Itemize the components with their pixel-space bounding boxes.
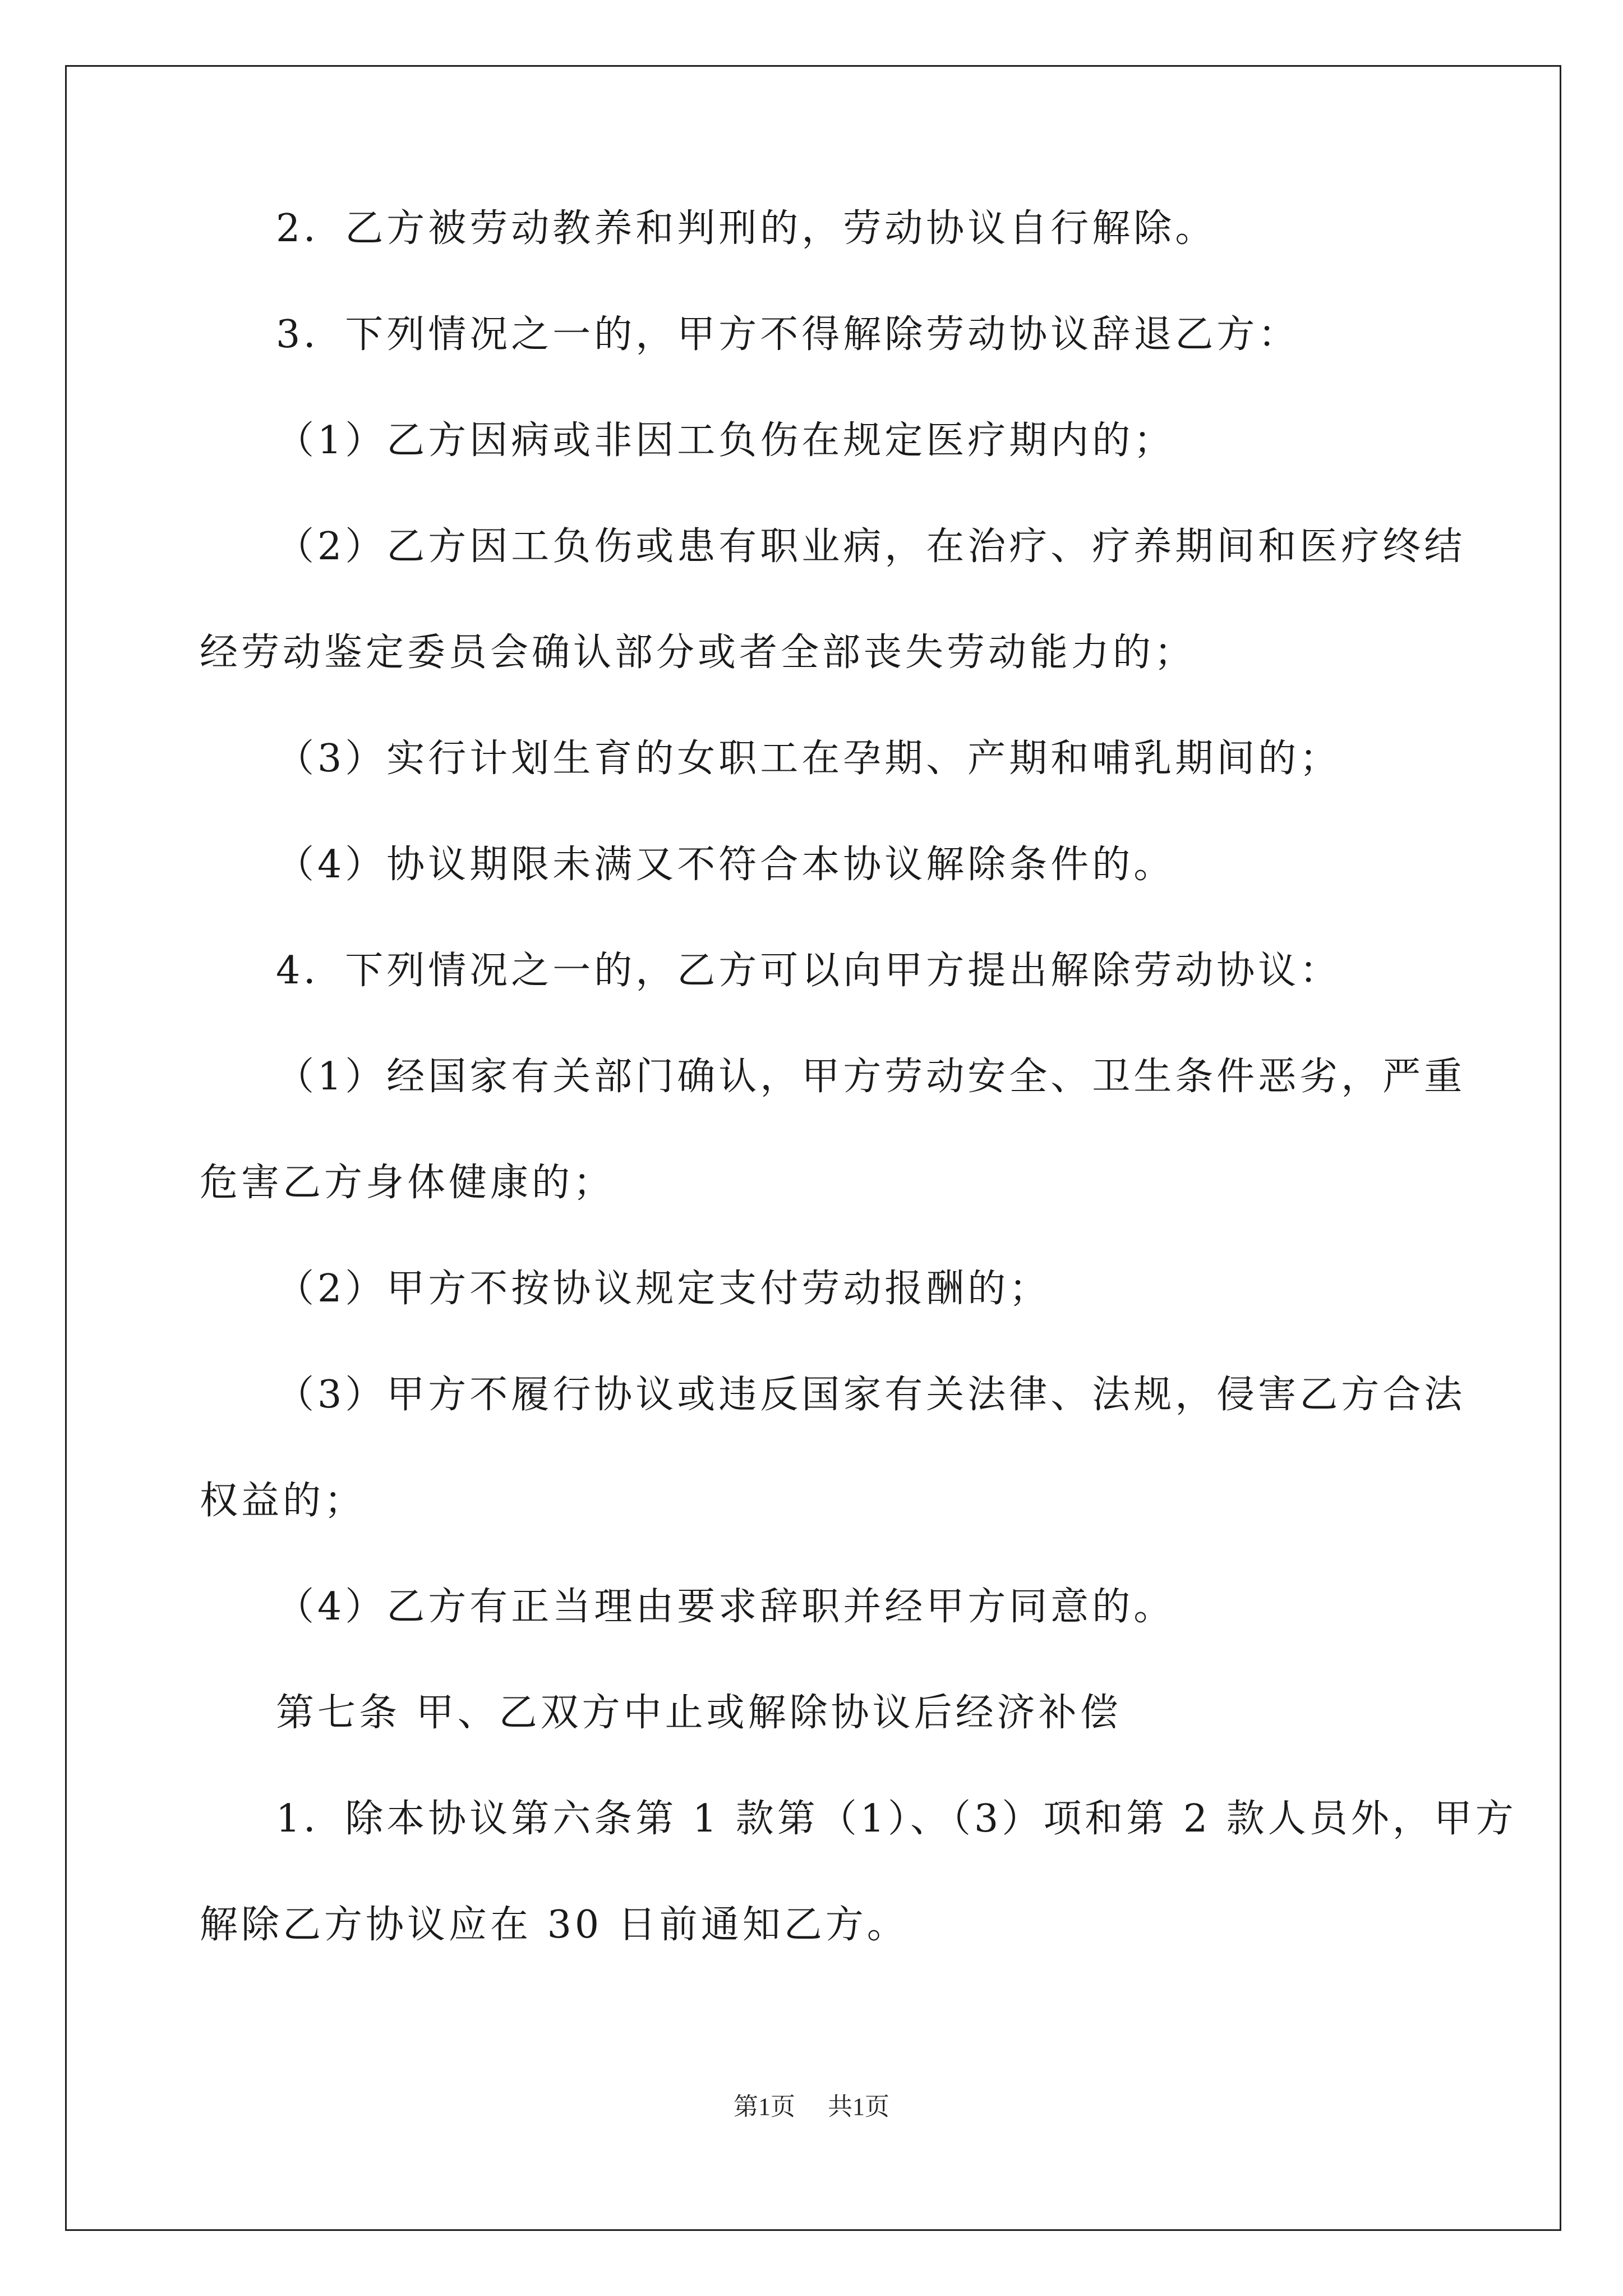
paragraph-line: （1）乙方因病或非因工负伤在规定医疗期内的； [276, 418, 1175, 463]
paragraph-line: 危害乙方身体健康的； [200, 1161, 615, 1205]
paragraph-line: 2．乙方被劳动教养和判刑的，劳动协议自行解除。 [276, 206, 1217, 251]
paragraph-line: 经劳动鉴定委员会确认部分或者全部丧失劳动能力的； [200, 631, 1196, 675]
paragraph-line: 权益的； [200, 1479, 366, 1523]
page-number-current: 第1页 [734, 2093, 795, 2120]
paragraph-line: （2）甲方不按协议规定支付劳动报酬的； [276, 1267, 1051, 1311]
paragraph-line: （4）乙方有正当理由要求辞职并经甲方同意的。 [276, 1585, 1175, 1629]
page-number-total: 共1页 [828, 2093, 889, 2120]
paragraph-line: （4）协议期限未满又不符合本协议解除条件的。 [276, 843, 1175, 887]
page-footer [0, 2090, 1623, 2124]
paragraph-line: 1．除本协议第六条第 1 款第（1）、（3）项和第 2 款人员外，甲方 [276, 1797, 1517, 1841]
paragraph-line: （2）乙方因工负伤或患有职业病，在治疗、疗养期间和医疗终结 [276, 524, 1466, 569]
paragraph-line: 解除乙方协议应在 30 日前通知乙方。 [200, 1903, 909, 1947]
paragraph-line: （3）实行计划生育的女职工在孕期、产期和哺乳期间的； [276, 737, 1341, 781]
paragraph-line: 3．下列情况之一的，甲方不得解除劳动协议辞退乙方： [276, 312, 1300, 357]
document-body [200, 202, 1517, 2004]
paragraph-line: （1）经国家有关部门确认，甲方劳动安全、卫生条件恶劣，严重 [276, 1055, 1466, 1099]
paragraph-line: （3）甲方不履行协议或违反国家有关法律、法规，侵害乙方合法 [276, 1373, 1466, 1417]
section-heading: 第七条 甲、乙双方中止或解除协议后经济补偿 [276, 1691, 1122, 1735]
paragraph-line: 4．下列情况之一的，乙方可以向甲方提出解除劳动协议： [276, 949, 1341, 993]
